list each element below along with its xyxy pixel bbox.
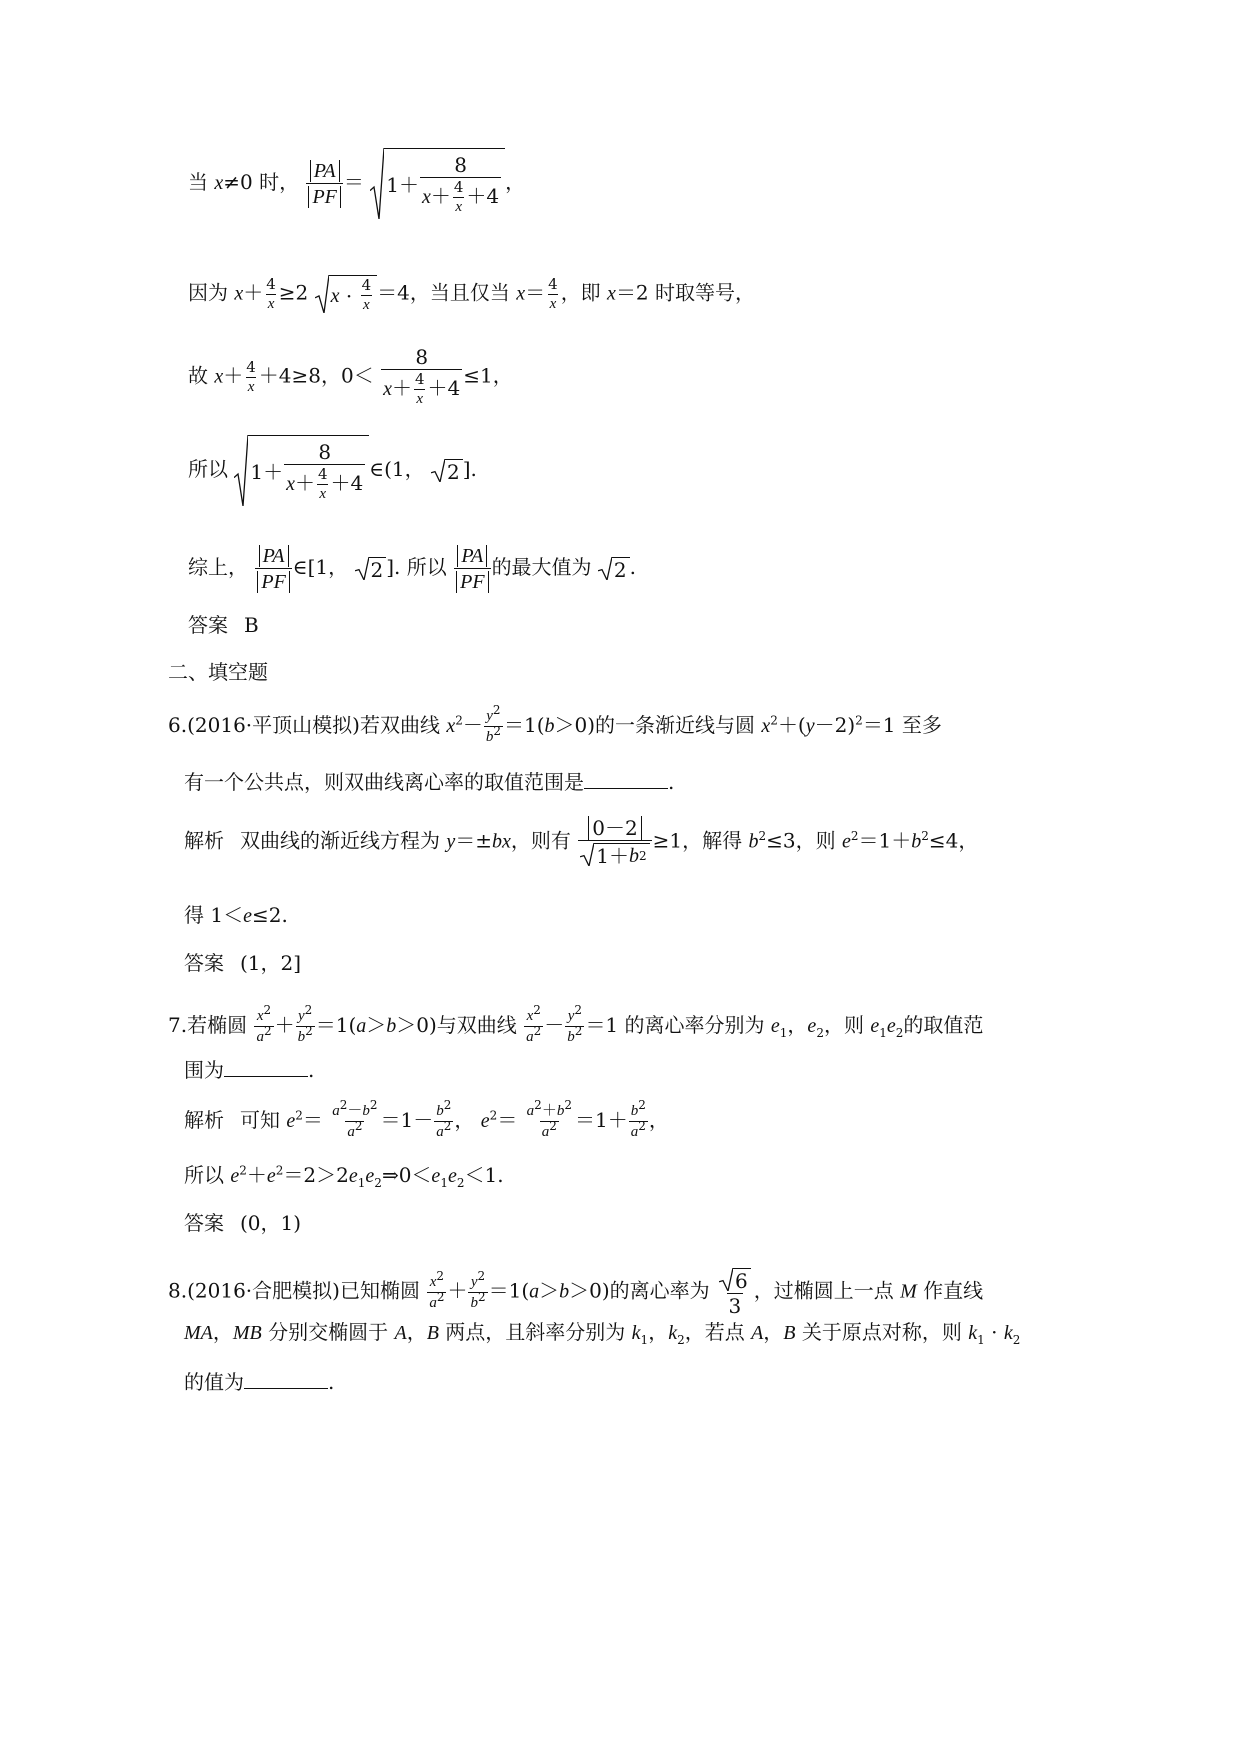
- text: ，: [505, 170, 526, 194]
- var-x: x: [421, 186, 431, 208]
- question-7-line2: [184, 1058, 314, 1080]
- text: －: [462, 713, 483, 737]
- fraction: [381, 347, 462, 407]
- abs-pf: PF: [308, 186, 340, 208]
- text: ＋: [243, 280, 264, 305]
- text: 关于原点对称，则: [795, 1320, 969, 1344]
- answer-blank: [584, 770, 668, 789]
- text: 有一个公共点，则双曲线离心率的取值范围是: [184, 770, 584, 794]
- text: ＝: [497, 1108, 518, 1132]
- fraction-pa-pf: [454, 545, 490, 592]
- text: ∈[1，: [292, 555, 349, 579]
- fraction: 0－2 1＋ b 2: [578, 818, 651, 866]
- text: 双曲线的渐近线方程为: [240, 828, 447, 853]
- numerator: 4: [453, 178, 464, 196]
- text: ＝1(: [315, 1013, 357, 1037]
- answer-value: (0，1): [240, 1211, 302, 1235]
- abs-pf: PF: [456, 571, 488, 593]
- text: ≤2.: [251, 903, 288, 927]
- question-number: 6.: [168, 713, 188, 737]
- fraction: $\frac{y^2}{b^2}$: [297, 1003, 313, 1045]
- text: ≤3，则: [766, 828, 842, 853]
- numerator: 8: [318, 440, 332, 464]
- var-x: x: [446, 715, 456, 737]
- text: ，过椭圆上一点: [753, 1278, 901, 1303]
- text: 得 1＜: [184, 903, 244, 927]
- var-x: x: [383, 378, 392, 400]
- fraction: $\frac{x^2}{a^2}$: [526, 1003, 542, 1045]
- answer-label: 答案: [188, 613, 228, 637]
- var-A: A: [394, 1322, 407, 1344]
- numerator: 4: [414, 370, 425, 388]
- sqrt-2: [355, 557, 387, 580]
- var-B: B: [426, 1322, 439, 1344]
- denominator: x: [549, 295, 557, 312]
- answer-line: [188, 615, 259, 635]
- text: ≠0 时，: [223, 170, 300, 194]
- question-6-line2: [184, 770, 674, 792]
- fraction-pa-pf: [306, 160, 342, 207]
- text: .: [308, 1058, 315, 1082]
- text: 1＋: [596, 844, 629, 868]
- text: ≥2: [278, 280, 309, 305]
- text: 所以: [184, 1163, 231, 1187]
- fraction: $\frac{y^2}{b^2}$: [567, 1003, 583, 1045]
- text: ＋: [274, 1013, 295, 1037]
- numerator: 4: [548, 274, 558, 293]
- text: ＝: [302, 1108, 323, 1132]
- text: ＋: [223, 363, 244, 388]
- var-y: y: [446, 830, 456, 853]
- question-8: 8.(2016·合肥模拟)已知椭圆 $\frac{x^2}{a^2}$ ＋ $\frac{y^2}{b^2}$ ＝1(a＞b＞0)的离心率为 $\frac{6}{3}$ ，过椭圆上一点 M 作直线: [168, 1268, 984, 1318]
- text: 所以: [188, 457, 228, 481]
- text: ＋(: [777, 713, 806, 737]
- var-k: k: [631, 1322, 641, 1344]
- text: ＝1＋: [858, 828, 912, 853]
- text: ≤4，: [928, 828, 979, 853]
- line-so: [188, 435, 477, 506]
- var-MB: MB: [232, 1322, 262, 1344]
- fraction: [420, 155, 501, 215]
- text: ＋: [430, 184, 451, 208]
- numerator: 8: [454, 153, 467, 177]
- text: ＝2 时取等号，: [615, 280, 756, 305]
- solution-label: 解析: [184, 1108, 224, 1132]
- text: ＜1.: [464, 1163, 504, 1187]
- text: ，若点: [684, 1320, 752, 1344]
- text: ≤1，: [463, 363, 513, 388]
- solution-label: 解析: [184, 828, 224, 853]
- fraction: [284, 442, 365, 502]
- sqrt-2: [598, 557, 630, 580]
- numerator: 4: [361, 276, 372, 294]
- text: 的值为: [184, 1370, 244, 1394]
- text: ].: [462, 457, 477, 481]
- text: 若椭圆: [187, 1013, 248, 1037]
- text: .: [629, 555, 637, 579]
- text: ，即: [560, 280, 608, 305]
- text: ＝4，当且仅当: [377, 280, 517, 305]
- var-A: A: [751, 1322, 764, 1344]
- abs-pa: PA: [310, 160, 340, 182]
- text: －2): [814, 713, 856, 737]
- denominator: x: [416, 391, 424, 407]
- text: ⇒0＜: [381, 1163, 432, 1187]
- numerator: 4: [246, 357, 256, 376]
- var-x: x: [330, 284, 340, 307]
- text: ]. 所以: [386, 555, 447, 579]
- solution-6: 解析 双曲线的渐近线方程为 y＝±bx，则有 0－2 1＋ b 2 ≥1，解得 $b^2\le 3$，则 $e^2=1+b^2\le 4$，: [184, 816, 979, 868]
- answer-label: 答案: [184, 951, 224, 975]
- text: ，则: [823, 1013, 871, 1037]
- line-therefore: [188, 347, 513, 407]
- text: .: [328, 1370, 335, 1394]
- answer-line: [184, 953, 301, 973]
- line-summary: [188, 545, 636, 592]
- var-x: x: [761, 715, 771, 737]
- text: ≥1，解得: [652, 828, 749, 853]
- answer-value: (1，2]: [240, 951, 302, 975]
- text: －: [544, 1013, 565, 1037]
- fraction-sqrt6-over-3: [717, 1268, 753, 1316]
- text: ＋: [541, 1101, 557, 1119]
- var-x: x: [516, 282, 526, 305]
- fraction-pa-pf: [255, 545, 291, 592]
- text: ＋4: [466, 184, 500, 208]
- numerator: 8: [415, 345, 429, 369]
- text: ＋: [447, 1278, 468, 1303]
- var-x: x: [214, 365, 224, 388]
- var-k: k: [668, 1322, 678, 1344]
- text: ，: [648, 1108, 669, 1132]
- text: ＞: [539, 1278, 560, 1303]
- text: 1＋: [386, 173, 419, 197]
- text: 1＋: [250, 460, 284, 484]
- text: ＝: [525, 280, 546, 305]
- fraction: $\frac{b^2}{a^2}$: [630, 1098, 646, 1140]
- question-7: 7.若椭圆 $\frac{x^2}{a^2}$ ＋ $\frac{y^2}{b^2}$ ＝1(a＞b＞0)与双曲线 $\frac{x^2}{a^2}$ － $\frac{y^2}{b^2}$ ＝1 的离心率分别为 $e_1$，$e_2$，则 $e_1e_2$的取值范: [168, 1003, 984, 1045]
- section-heading: 二、填空题: [168, 660, 268, 684]
- abs-pf: PF: [257, 571, 289, 593]
- fraction: $\frac{x^2}{a^2}$: [429, 1268, 445, 1311]
- text: ＝: [343, 170, 364, 194]
- text: ＞: [366, 1013, 387, 1037]
- var-x: x: [607, 282, 616, 305]
- text: ＝1－: [380, 1108, 434, 1132]
- var-MA: MA: [184, 1322, 213, 1344]
- text: ，则有: [510, 828, 571, 853]
- fraction: $\frac{a^2+b^2}{a^2}$: [526, 1098, 572, 1140]
- denominator: x: [267, 295, 275, 312]
- text: ＝1＋: [574, 1108, 628, 1132]
- text: ＝2＞2: [283, 1163, 349, 1187]
- text: ·: [991, 1320, 998, 1344]
- text: ∈(1，: [369, 457, 425, 481]
- fraction: $\frac{y^2}{b^2}$: [485, 703, 501, 745]
- var-b: b: [629, 845, 639, 867]
- fraction: [264, 274, 278, 312]
- var-bx: bx: [492, 830, 511, 853]
- var-b: b: [911, 830, 922, 853]
- text: 作直线: [916, 1278, 984, 1303]
- text: 围为: [184, 1058, 224, 1082]
- text: 因为: [188, 280, 235, 305]
- var-b: b: [485, 729, 494, 745]
- question-number: 7.: [168, 1013, 188, 1037]
- text: 两点，且斜率分别为: [438, 1320, 632, 1344]
- var-y: y: [805, 715, 815, 737]
- fraction: $\frac{a^2-b^2}{a^2}$: [332, 1098, 378, 1140]
- answer-line: [184, 1213, 301, 1233]
- text: 故: [188, 363, 215, 388]
- text: ＝±: [455, 828, 493, 853]
- answer-label: 答案: [184, 1211, 224, 1235]
- text: ，: [648, 1320, 669, 1344]
- sqrt-expression: [370, 148, 505, 219]
- question-number: 8.: [168, 1278, 188, 1303]
- abs-pa: PA: [259, 545, 289, 567]
- radicand: 2: [612, 557, 630, 580]
- var-M: M: [900, 1280, 917, 1303]
- text: 综上，: [188, 555, 248, 579]
- text: －: [347, 1101, 363, 1119]
- text: ，: [763, 1320, 784, 1344]
- text: ，: [454, 1108, 475, 1132]
- solution-7-line2: 所以 $e^2+e^2=2>2e_1e_2\Rightarrow 0<e_1e_2<1$.: [184, 1163, 504, 1190]
- denominator: x: [247, 378, 255, 395]
- fraction: $\frac{b^2}{a^2}$: [436, 1098, 452, 1140]
- var-k: k: [1003, 1322, 1013, 1344]
- denominator: 3: [728, 1294, 742, 1318]
- text: 的取值范: [903, 1013, 984, 1037]
- line-when-x-nonzero: [188, 148, 525, 219]
- text: (2016·合肥模拟)已知椭圆: [187, 1278, 420, 1303]
- var-x: x: [286, 473, 295, 495]
- text: ＞0)的一条渐近线与圆: [554, 713, 762, 737]
- denominator: x: [455, 199, 462, 215]
- solution-6-line2: 得 1＜e≤2.: [184, 903, 288, 927]
- text: 分别交椭圆于: [261, 1320, 395, 1344]
- question-8-line2: MA，MB 分别交椭圆于 A，B 两点，且斜率分别为 $k_1$，$k_2$，若点 A，B 关于原点对称，则 $k_1 \cdot k_2$: [184, 1320, 1021, 1347]
- text: ＋: [246, 1163, 267, 1187]
- abs-value: 0－2: [588, 816, 641, 840]
- text: (2016·平顶山模拟)若双曲线: [187, 713, 447, 737]
- text: ＋4: [427, 376, 461, 400]
- text: ＝1(: [488, 1278, 530, 1303]
- text: ＝1(: [503, 713, 545, 737]
- question-8-line3: [184, 1370, 334, 1392]
- denominator: x: [319, 486, 327, 502]
- text: ·: [345, 283, 353, 308]
- text: ，: [787, 1013, 808, 1037]
- text: ＋: [294, 471, 315, 495]
- var-b: b: [748, 830, 759, 853]
- text: ＞0)的离心率为: [569, 1278, 710, 1303]
- answer-value: B: [244, 613, 259, 637]
- numerator: 4: [317, 465, 328, 483]
- abs-pa: PA: [457, 545, 487, 567]
- text: .: [668, 770, 675, 794]
- var-B: B: [783, 1322, 796, 1344]
- text: ＋: [391, 376, 412, 400]
- answer-blank: [244, 1370, 328, 1389]
- answer-blank: [224, 1058, 308, 1077]
- solution-7: 解析 可知 $e^2=$ $\frac{a^2-b^2}{a^2}$ ＝1－ $\frac{b^2}{a^2}$ ， $e^2=$ $\frac{a^2+b^2}{a^2}$ ＝1＋ $\frac{b^2}{a^2}$ ，: [184, 1098, 669, 1140]
- fraction: [546, 274, 560, 312]
- question-6: 6.(2016·平顶山模拟)若双曲线 $x^2-$ $\frac{y^2}{b^2}$ ＝1(b＞0)的一条渐近线与圆 $x^2+(y-2)^2=1$ 至多: [168, 703, 942, 745]
- radicand: 2: [369, 557, 387, 580]
- radicand: 6: [733, 1268, 751, 1291]
- text: ＋4≥8，0＜: [258, 363, 374, 388]
- fraction: $\frac{y^2}{b^2}$: [470, 1268, 486, 1311]
- var-x: x: [234, 282, 244, 305]
- var-x: x: [214, 172, 224, 194]
- numerator: 4: [266, 274, 276, 293]
- text: ＝1 至多: [862, 713, 942, 737]
- text: ＞0)与双曲线: [396, 1013, 517, 1037]
- text: ，: [406, 1320, 427, 1344]
- fraction: [244, 357, 258, 395]
- text: ＋4: [330, 471, 364, 495]
- sqrt-2: [431, 459, 463, 482]
- line-because: [188, 275, 755, 313]
- text: 当: [188, 170, 215, 194]
- text: 的最大值为: [491, 555, 592, 579]
- sqrt-expression: [315, 275, 378, 313]
- fraction: $\frac{x^2}{a^2}$: [256, 1003, 272, 1045]
- denominator: x: [363, 297, 370, 313]
- sqrt-expression: [234, 435, 369, 506]
- text: 可知: [240, 1108, 287, 1132]
- var-y: y: [486, 708, 493, 724]
- var-k: k: [968, 1322, 978, 1344]
- radicand: 2: [445, 459, 463, 482]
- var-b: b: [544, 715, 555, 737]
- text: ＝1 的离心率分别为: [585, 1013, 771, 1037]
- text: ，: [212, 1320, 233, 1344]
